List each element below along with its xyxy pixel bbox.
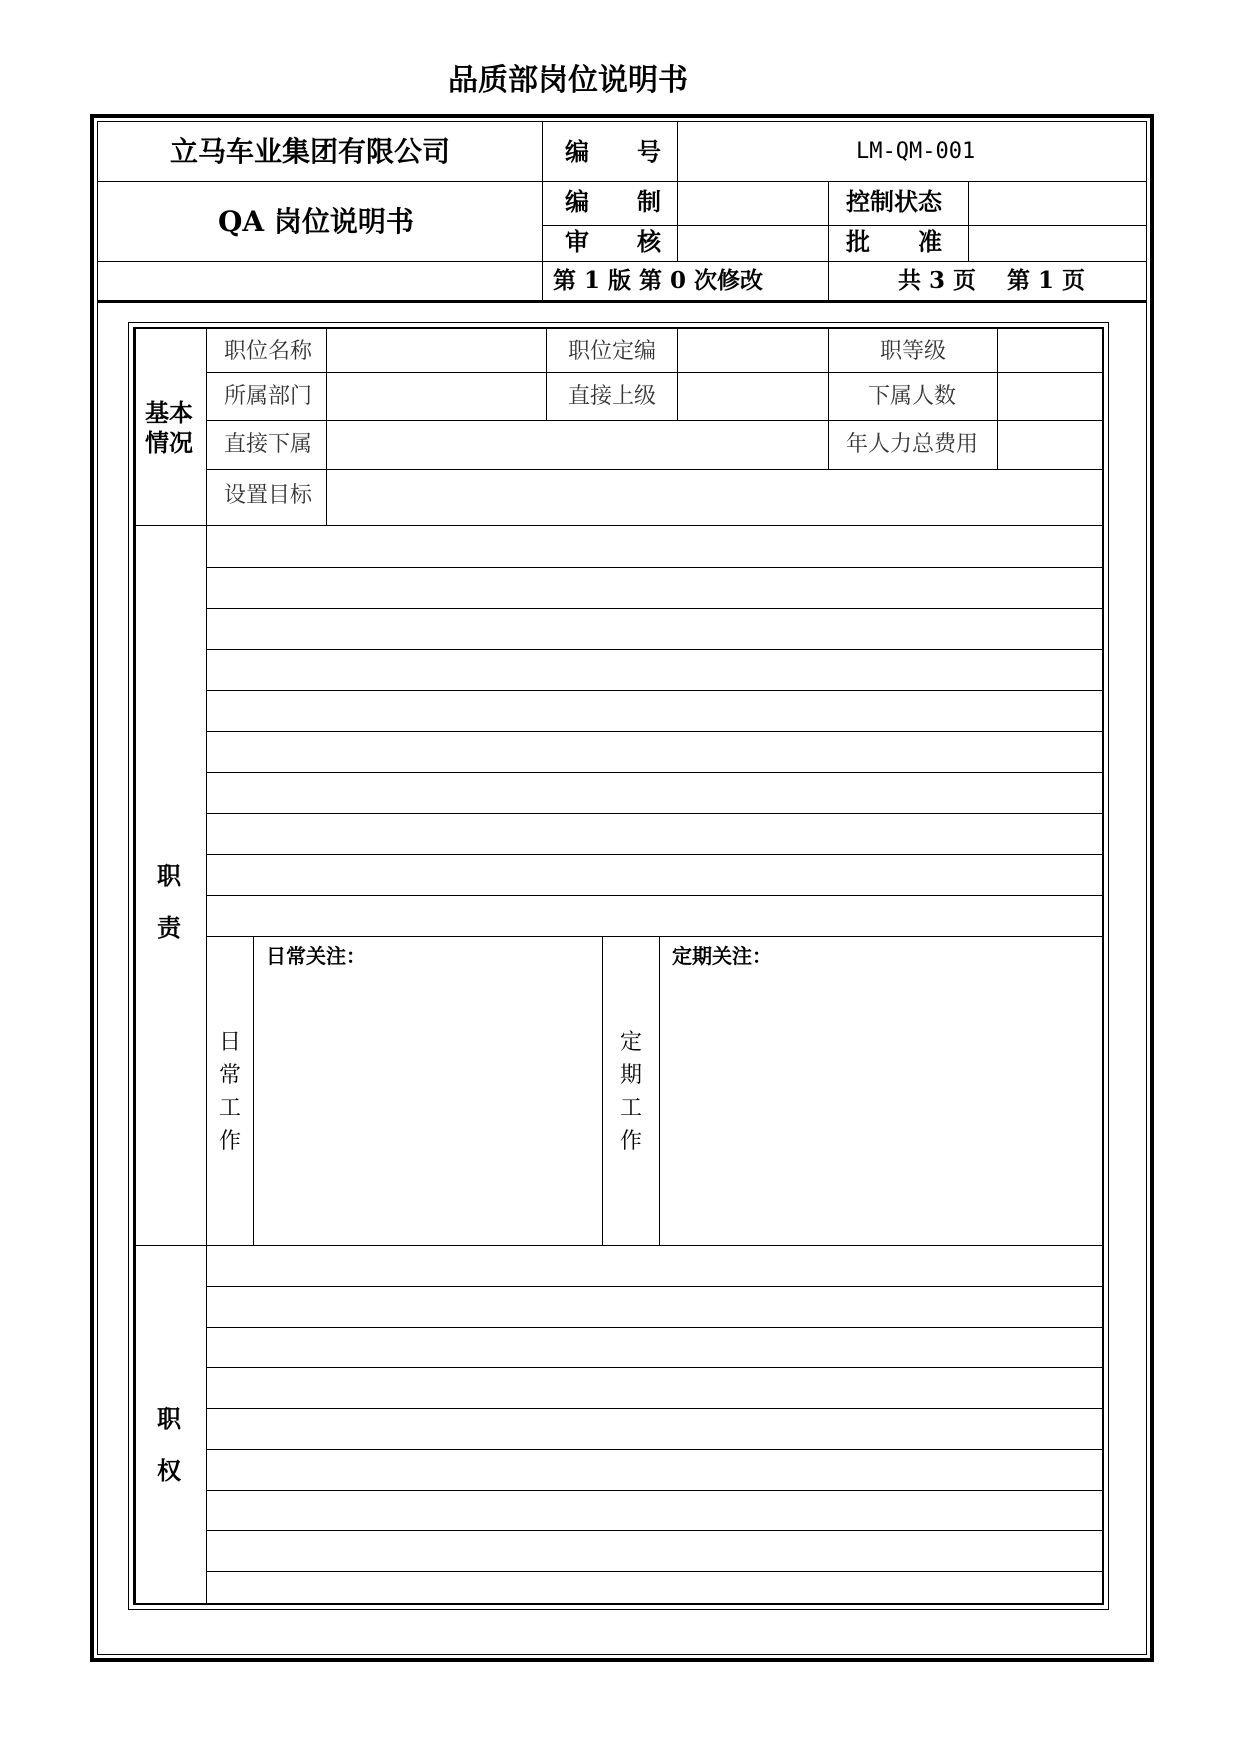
daily-work-label: 日常工作 bbox=[218, 1030, 241, 1154]
section-label-basic-info: 基本情况 bbox=[145, 398, 193, 457]
section-label-duties: 职责 bbox=[157, 861, 181, 942]
field-goal: 设置目标 bbox=[224, 483, 313, 508]
periodic-focus-label: 定期关注： bbox=[672, 944, 772, 968]
daily-focus-label: 日常关注： bbox=[266, 944, 366, 968]
field-position-quota: 职位定编 bbox=[568, 339, 657, 364]
approved-label: 批 准 bbox=[846, 227, 942, 256]
field-position-name: 职位名称 bbox=[224, 339, 313, 364]
field-direct-superior: 直接上级 bbox=[568, 384, 657, 409]
field-grade: 职等级 bbox=[880, 339, 947, 364]
prepared-label: 编 制 bbox=[565, 187, 661, 216]
company-name: 立马车业集团有限公司 bbox=[170, 135, 451, 168]
section-label-authority: 职权 bbox=[157, 1404, 181, 1485]
field-subordinate-count: 下属人数 bbox=[868, 384, 957, 409]
field-annual-hr-cost: 年人力总费用 bbox=[846, 432, 979, 457]
page-info: 共 3 页 第 1 页 bbox=[898, 267, 1086, 294]
document-number: LM-QM-001 bbox=[856, 139, 976, 164]
field-department: 所属部门 bbox=[224, 384, 313, 409]
document-title: QA 岗位说明书 bbox=[218, 205, 414, 238]
version-info: 第 1 版 第 0 次修改 bbox=[553, 267, 764, 294]
reviewed-label: 审 核 bbox=[565, 227, 661, 256]
number-label: 编 号 bbox=[565, 137, 661, 166]
control-status-label: 控制状态 bbox=[846, 187, 942, 216]
field-direct-subordinate: 直接下属 bbox=[224, 432, 313, 457]
page-title: 品质部岗位说明书 bbox=[448, 63, 688, 98]
periodic-work-label: 定期工作 bbox=[619, 1030, 642, 1154]
